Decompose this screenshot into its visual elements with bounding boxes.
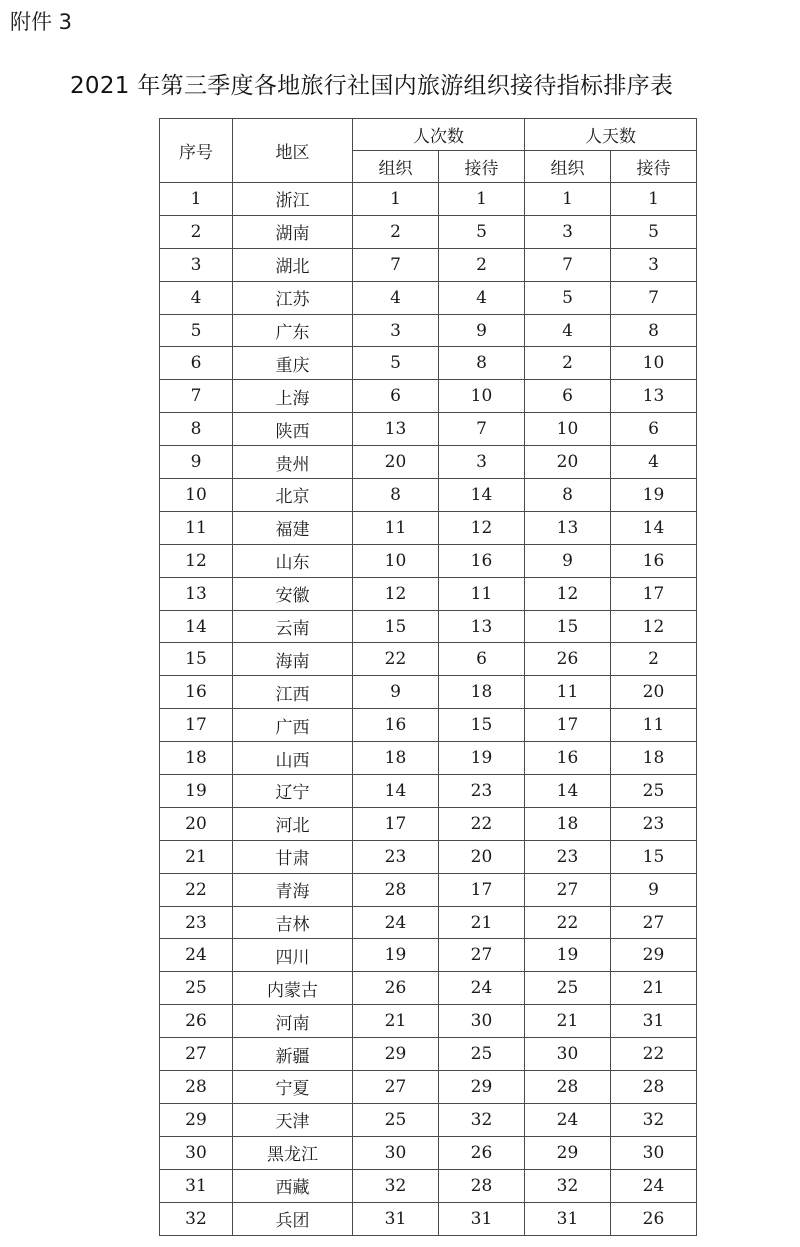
cell-region: 黑龙江: [233, 1136, 353, 1169]
cell-person-days-organize: 12: [525, 577, 611, 610]
cell-region: 江西: [233, 676, 353, 709]
cell-person-days-receive: 28: [611, 1071, 697, 1104]
cell-serial-number: 15: [160, 643, 233, 676]
cell-region: 吉林: [233, 906, 353, 939]
cell-person-times-organize: 22: [353, 643, 439, 676]
cell-region: 上海: [233, 380, 353, 413]
cell-region: 山西: [233, 742, 353, 775]
cell-region: 北京: [233, 479, 353, 512]
header-region: 地区: [233, 119, 353, 183]
cell-person-times-organize: 31: [353, 1202, 439, 1235]
cell-region: 安徽: [233, 577, 353, 610]
table-row: [160, 939, 697, 972]
ranking-table: [159, 118, 697, 1236]
cell-person-times-receive: 31: [439, 1202, 525, 1235]
cell-person-days-organize: 3: [525, 215, 611, 248]
table-row: [160, 314, 697, 347]
cell-person-days-receive: 6: [611, 413, 697, 446]
header-person-times-organize: 组织: [353, 151, 439, 183]
table-body: [160, 183, 697, 1236]
cell-region: 福建: [233, 511, 353, 544]
cell-person-days-organize: 9: [525, 544, 611, 577]
cell-region: 重庆: [233, 347, 353, 380]
table-row: [160, 807, 697, 840]
cell-person-times-receive: 15: [439, 709, 525, 742]
cell-person-times-organize: 7: [353, 248, 439, 281]
cell-person-times-receive: 21: [439, 906, 525, 939]
table-row: [160, 413, 697, 446]
cell-person-times-receive: 7: [439, 413, 525, 446]
cell-person-times-organize: 8: [353, 479, 439, 512]
cell-person-times-organize: 14: [353, 775, 439, 808]
table-row: [160, 676, 697, 709]
cell-serial-number: 30: [160, 1136, 233, 1169]
table-row: [160, 906, 697, 939]
table-row: [160, 380, 697, 413]
cell-person-days-receive: 24: [611, 1169, 697, 1202]
cell-person-days-receive: 32: [611, 1103, 697, 1136]
table-row: [160, 577, 697, 610]
cell-person-times-organize: 2: [353, 215, 439, 248]
cell-person-times-receive: 1: [439, 183, 525, 216]
table-row: [160, 972, 697, 1005]
table-row: [160, 511, 697, 544]
cell-serial-number: 18: [160, 742, 233, 775]
cell-serial-number: 9: [160, 446, 233, 479]
cell-region: 云南: [233, 610, 353, 643]
cell-region: 陕西: [233, 413, 353, 446]
cell-person-times-organize: 30: [353, 1136, 439, 1169]
cell-person-days-organize: 13: [525, 511, 611, 544]
cell-serial-number: 17: [160, 709, 233, 742]
cell-person-days-receive: 21: [611, 972, 697, 1005]
table-row: [160, 1202, 697, 1235]
cell-person-days-organize: 25: [525, 972, 611, 1005]
cell-region: 四川: [233, 939, 353, 972]
cell-serial-number: 28: [160, 1071, 233, 1104]
table-row: [160, 281, 697, 314]
cell-serial-number: 13: [160, 577, 233, 610]
cell-serial-number: 4: [160, 281, 233, 314]
cell-region: 宁夏: [233, 1071, 353, 1104]
cell-person-times-receive: 30: [439, 1005, 525, 1038]
cell-person-times-receive: 4: [439, 281, 525, 314]
document-title: 2021 年第三季度各地旅行社国内旅游组织接待指标排序表: [70, 73, 674, 99]
cell-region: 江苏: [233, 281, 353, 314]
cell-person-times-organize: 10: [353, 544, 439, 577]
cell-serial-number: 2: [160, 215, 233, 248]
cell-person-times-organize: 4: [353, 281, 439, 314]
cell-region: 浙江: [233, 183, 353, 216]
cell-person-times-receive: 13: [439, 610, 525, 643]
attachment-label: 附件 3: [10, 10, 73, 34]
cell-person-days-receive: 22: [611, 1038, 697, 1071]
cell-person-days-organize: 21: [525, 1005, 611, 1038]
table-row: [160, 347, 697, 380]
table-row: [160, 1005, 697, 1038]
cell-person-times-receive: 12: [439, 511, 525, 544]
header-person-times-receive: 接待: [439, 151, 525, 183]
cell-serial-number: 7: [160, 380, 233, 413]
header-serial-number: 序号: [160, 119, 233, 183]
cell-person-times-receive: 10: [439, 380, 525, 413]
cell-person-days-receive: 20: [611, 676, 697, 709]
cell-serial-number: 24: [160, 939, 233, 972]
cell-person-times-organize: 3: [353, 314, 439, 347]
cell-serial-number: 21: [160, 840, 233, 873]
cell-person-days-receive: 3: [611, 248, 697, 281]
cell-person-times-receive: 17: [439, 873, 525, 906]
cell-region: 新疆: [233, 1038, 353, 1071]
table-row: [160, 840, 697, 873]
cell-region: 广西: [233, 709, 353, 742]
cell-person-days-organize: 28: [525, 1071, 611, 1104]
cell-serial-number: 12: [160, 544, 233, 577]
cell-person-times-organize: 9: [353, 676, 439, 709]
cell-person-days-receive: 7: [611, 281, 697, 314]
cell-person-times-receive: 26: [439, 1136, 525, 1169]
cell-person-days-receive: 9: [611, 873, 697, 906]
cell-serial-number: 23: [160, 906, 233, 939]
cell-person-times-receive: 24: [439, 972, 525, 1005]
cell-person-days-receive: 19: [611, 479, 697, 512]
cell-region: 西藏: [233, 1169, 353, 1202]
cell-person-days-organize: 7: [525, 248, 611, 281]
cell-person-days-organize: 30: [525, 1038, 611, 1071]
cell-person-days-organize: 23: [525, 840, 611, 873]
cell-serial-number: 16: [160, 676, 233, 709]
table-row: [160, 709, 697, 742]
cell-person-days-organize: 17: [525, 709, 611, 742]
cell-person-days-receive: 11: [611, 709, 697, 742]
cell-person-times-organize: 29: [353, 1038, 439, 1071]
cell-person-times-receive: 14: [439, 479, 525, 512]
cell-region: 贵州: [233, 446, 353, 479]
cell-person-days-receive: 13: [611, 380, 697, 413]
cell-person-times-receive: 9: [439, 314, 525, 347]
cell-person-times-organize: 17: [353, 807, 439, 840]
cell-person-days-receive: 15: [611, 840, 697, 873]
cell-person-days-organize: 27: [525, 873, 611, 906]
cell-person-times-organize: 25: [353, 1103, 439, 1136]
cell-serial-number: 1: [160, 183, 233, 216]
cell-person-times-organize: 13: [353, 413, 439, 446]
cell-region: 兵团: [233, 1202, 353, 1235]
cell-person-times-organize: 1: [353, 183, 439, 216]
cell-person-times-organize: 19: [353, 939, 439, 972]
cell-serial-number: 10: [160, 479, 233, 512]
cell-person-days-receive: 5: [611, 215, 697, 248]
cell-person-times-receive: 6: [439, 643, 525, 676]
cell-region: 内蒙古: [233, 972, 353, 1005]
cell-serial-number: 25: [160, 972, 233, 1005]
cell-person-days-receive: 2: [611, 643, 697, 676]
cell-person-times-organize: 27: [353, 1071, 439, 1104]
cell-person-days-receive: 17: [611, 577, 697, 610]
cell-serial-number: 11: [160, 511, 233, 544]
table-row: [160, 1169, 697, 1202]
cell-person-days-organize: 32: [525, 1169, 611, 1202]
cell-person-times-organize: 16: [353, 709, 439, 742]
cell-serial-number: 5: [160, 314, 233, 347]
cell-person-times-receive: 20: [439, 840, 525, 873]
cell-person-days-receive: 18: [611, 742, 697, 775]
table-row: [160, 643, 697, 676]
cell-person-days-receive: 29: [611, 939, 697, 972]
cell-person-days-receive: 30: [611, 1136, 697, 1169]
cell-person-days-organize: 4: [525, 314, 611, 347]
cell-person-days-receive: 14: [611, 511, 697, 544]
cell-person-times-receive: 32: [439, 1103, 525, 1136]
table-row: [160, 544, 697, 577]
cell-person-times-organize: 6: [353, 380, 439, 413]
cell-person-times-receive: 3: [439, 446, 525, 479]
cell-person-days-receive: 8: [611, 314, 697, 347]
cell-person-days-receive: 10: [611, 347, 697, 380]
cell-person-days-organize: 18: [525, 807, 611, 840]
cell-serial-number: 32: [160, 1202, 233, 1235]
cell-person-times-organize: 26: [353, 972, 439, 1005]
cell-person-days-receive: 25: [611, 775, 697, 808]
cell-person-days-organize: 16: [525, 742, 611, 775]
cell-region: 湖北: [233, 248, 353, 281]
cell-person-times-receive: 16: [439, 544, 525, 577]
cell-person-days-organize: 14: [525, 775, 611, 808]
header-person-times: 人次数: [353, 119, 525, 151]
cell-person-days-receive: 1: [611, 183, 697, 216]
cell-serial-number: 3: [160, 248, 233, 281]
cell-person-days-organize: 29: [525, 1136, 611, 1169]
cell-person-times-organize: 20: [353, 446, 439, 479]
cell-serial-number: 6: [160, 347, 233, 380]
cell-person-days-receive: 16: [611, 544, 697, 577]
cell-person-days-receive: 12: [611, 610, 697, 643]
table-header-row: [160, 119, 697, 151]
table-row: [160, 183, 697, 216]
cell-serial-number: 14: [160, 610, 233, 643]
cell-person-times-organize: 15: [353, 610, 439, 643]
cell-serial-number: 19: [160, 775, 233, 808]
cell-serial-number: 8: [160, 413, 233, 446]
cell-person-times-organize: 11: [353, 511, 439, 544]
cell-serial-number: 29: [160, 1103, 233, 1136]
cell-region: 湖南: [233, 215, 353, 248]
cell-region: 甘肃: [233, 840, 353, 873]
cell-person-days-organize: 10: [525, 413, 611, 446]
cell-person-times-organize: 18: [353, 742, 439, 775]
cell-region: 青海: [233, 873, 353, 906]
cell-serial-number: 26: [160, 1005, 233, 1038]
cell-person-times-receive: 8: [439, 347, 525, 380]
cell-person-times-receive: 19: [439, 742, 525, 775]
cell-serial-number: 27: [160, 1038, 233, 1071]
cell-person-times-receive: 23: [439, 775, 525, 808]
cell-person-times-receive: 11: [439, 577, 525, 610]
table-row: [160, 1071, 697, 1104]
cell-person-days-receive: 4: [611, 446, 697, 479]
cell-region: 辽宁: [233, 775, 353, 808]
cell-person-days-organize: 20: [525, 446, 611, 479]
table-row: [160, 742, 697, 775]
cell-person-times-receive: 18: [439, 676, 525, 709]
table-row: [160, 248, 697, 281]
cell-person-times-organize: 21: [353, 1005, 439, 1038]
table-row: [160, 446, 697, 479]
cell-person-days-organize: 26: [525, 643, 611, 676]
cell-person-times-receive: 22: [439, 807, 525, 840]
cell-person-days-organize: 2: [525, 347, 611, 380]
cell-region: 天津: [233, 1103, 353, 1136]
cell-person-days-receive: 31: [611, 1005, 697, 1038]
cell-person-days-organize: 8: [525, 479, 611, 512]
cell-region: 河北: [233, 807, 353, 840]
cell-person-days-organize: 1: [525, 183, 611, 216]
cell-region: 海南: [233, 643, 353, 676]
table-row: [160, 1136, 697, 1169]
cell-person-days-receive: 26: [611, 1202, 697, 1235]
cell-person-times-receive: 27: [439, 939, 525, 972]
cell-person-days-receive: 27: [611, 906, 697, 939]
cell-serial-number: 20: [160, 807, 233, 840]
cell-serial-number: 31: [160, 1169, 233, 1202]
cell-person-times-receive: 5: [439, 215, 525, 248]
cell-serial-number: 22: [160, 873, 233, 906]
cell-person-times-organize: 24: [353, 906, 439, 939]
cell-person-times-organize: 23: [353, 840, 439, 873]
table-row: [160, 1103, 697, 1136]
cell-person-times-receive: 2: [439, 248, 525, 281]
cell-region: 河南: [233, 1005, 353, 1038]
cell-person-days-organize: 6: [525, 380, 611, 413]
table-row: [160, 873, 697, 906]
table-row: [160, 610, 697, 643]
header-person-days: 人天数: [525, 119, 697, 151]
table-row: [160, 479, 697, 512]
cell-person-days-organize: 19: [525, 939, 611, 972]
cell-person-times-organize: 5: [353, 347, 439, 380]
cell-person-times-receive: 25: [439, 1038, 525, 1071]
table-row: [160, 215, 697, 248]
header-person-days-receive: 接待: [611, 151, 697, 183]
cell-person-times-organize: 28: [353, 873, 439, 906]
cell-person-days-organize: 24: [525, 1103, 611, 1136]
cell-person-days-organize: 11: [525, 676, 611, 709]
cell-person-times-receive: 28: [439, 1169, 525, 1202]
cell-person-days-organize: 15: [525, 610, 611, 643]
cell-person-days-receive: 23: [611, 807, 697, 840]
cell-person-times-organize: 32: [353, 1169, 439, 1202]
table-row: [160, 1038, 697, 1071]
cell-person-times-receive: 29: [439, 1071, 525, 1104]
table-row: [160, 775, 697, 808]
cell-person-times-organize: 12: [353, 577, 439, 610]
cell-person-days-organize: 22: [525, 906, 611, 939]
cell-person-days-organize: 31: [525, 1202, 611, 1235]
cell-region: 山东: [233, 544, 353, 577]
cell-person-days-organize: 5: [525, 281, 611, 314]
cell-region: 广东: [233, 314, 353, 347]
header-person-days-organize: 组织: [525, 151, 611, 183]
